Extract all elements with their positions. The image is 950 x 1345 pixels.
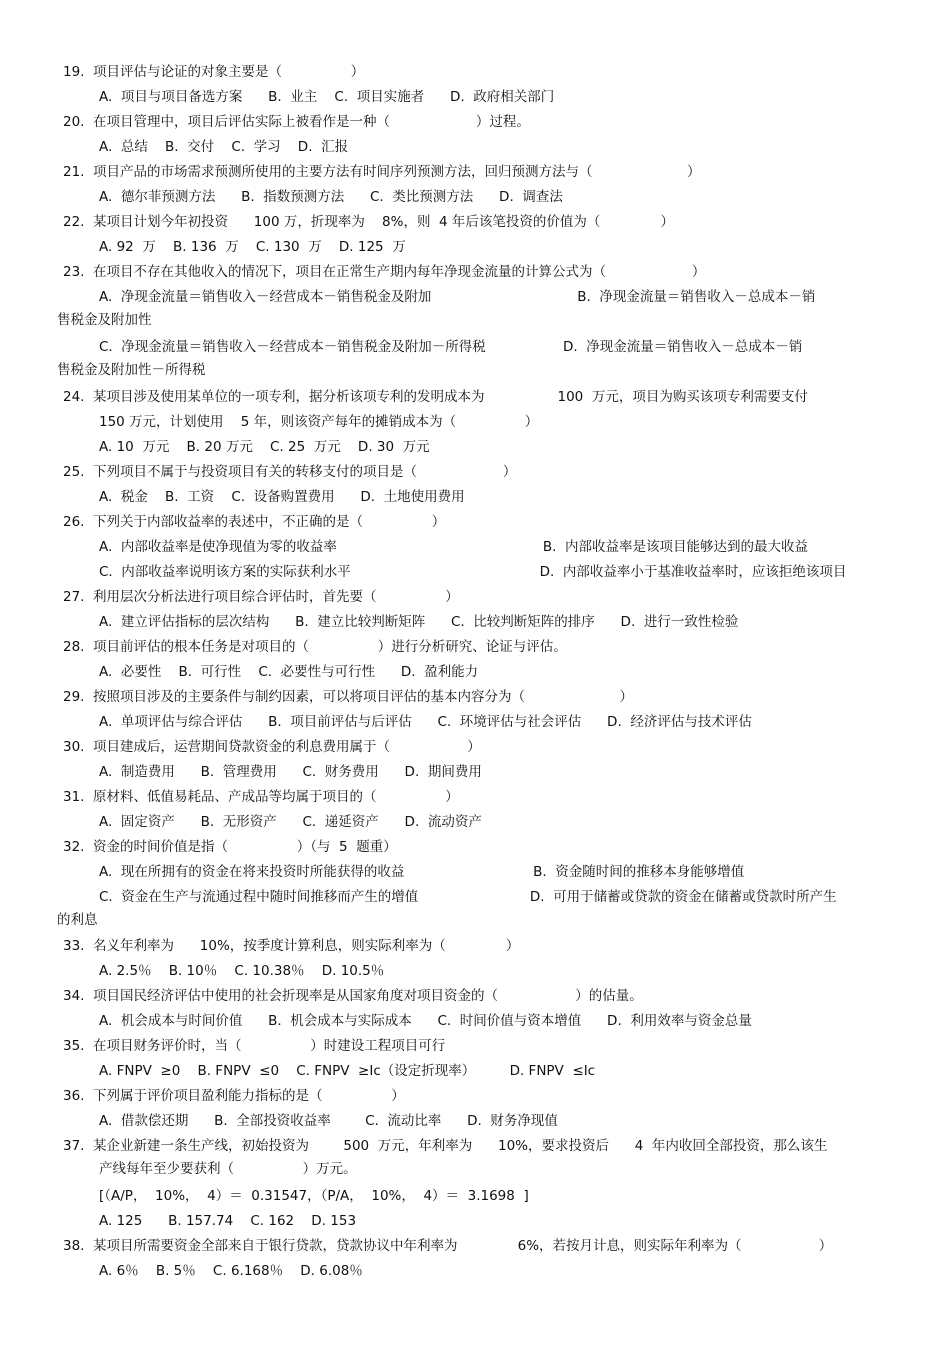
options-27: A. 建立评估指标的层次结构 B. 建立比较判断矩阵 C. 比较判断矩阵的排序 D. 进行一致性检验	[99, 614, 739, 630]
question-27: 27. 利用层次分析法进行项目综合评估时，首先要（ ）	[63, 589, 459, 605]
question-24-cont: 150 万元，计划使用 5 年，则该资产每年的摊销成本为（ ）	[99, 414, 539, 430]
question-20: 20. 在项目管理中，项目后评估实际上被看作是一种（ ）过程。	[63, 114, 530, 130]
question-23: 23. 在项目不存在其他收入的情况下，项目在正常生产期内每年净现金流量的计算公式为（ ）	[63, 264, 706, 280]
options-38: A. 6％ B. 5％ C. 6.168％ D. 6.08％	[99, 1263, 363, 1279]
question-33: 33. 名义年利率为 10%，按季度计算利息，则实际利率为（ ）	[63, 938, 520, 954]
options-26-cd: C. 内部收益率说明该方案的实际获利水平 D. 内部收益率小于基准收益率时，应该拒绝该项目	[99, 564, 847, 580]
question-21: 21. 项目产品的市场需求预测所使用的主要方法有时间序列预测方法，回归预测方法与（ ）	[63, 164, 701, 180]
options-37: A. 125 B. 157.74 C. 162 D. 153	[99, 1213, 357, 1229]
formula-37: [（A/P， 10%， 4）＝ 0.31547，（P/A， 10%， 4）＝ 3.1698 ]	[99, 1188, 529, 1204]
question-28: 28. 项目前评估的根本任务是对项目的（ ）进行分析研究、论证与评估。	[63, 639, 567, 655]
options-30: A. 制造费用 B. 管理费用 C. 财务费用 D. 期间费用	[99, 764, 482, 780]
options-31: A. 固定资产 B. 无形资产 C. 递延资产 D. 流动资产	[99, 814, 482, 830]
options-35: A. FNPV ≥0 B. FNPV ≤0 C. FNPV ≥Ic（设定折现率） D. FNPV ≤Ic	[99, 1063, 596, 1079]
options-32-ab: A. 现在所拥有的资金在将来投资时所能获得的收益 B. 资金随时间的推移本身能够增值	[99, 864, 745, 880]
options-23-cd-cont: 售税金及附加性－所得税	[57, 362, 206, 378]
options-32-cd: C. 资金在生产与流通过程中随时间推移而产生的增值 D. 可用于储蓄或贷款的资金在储蓄或贷款时所产生	[99, 889, 837, 905]
options-33: A. 2.5％ B. 10％ C. 10.38％ D. 10.5％	[99, 963, 385, 979]
question-36: 36. 下列属于评价项目盈利能力指标的是（ ）	[63, 1088, 405, 1104]
options-23-ab-cont: 售税金及附加性	[57, 312, 152, 328]
options-21: A. 德尔菲预测方法 B. 指数预测方法 C. 类比预测方法 D. 调查法	[99, 189, 563, 205]
question-38: 38. 某项目所需要资金全部来自于银行贷款，贷款协议中年利率为 6%，若按月计息，则实际年利率为（ ）	[63, 1238, 833, 1254]
question-30: 30. 项目建成后，运营期间贷款资金的利息费用属于（ ）	[63, 739, 481, 755]
options-28: A. 必要性 B. 可行性 C. 必要性与可行性 D. 盈利能力	[99, 664, 479, 680]
options-23-ab: A. 净现金流量＝销售收入－经营成本－销售税金及附加 B. 净现金流量＝销售收入－总成本－销	[99, 289, 816, 305]
question-22: 22. 某项目计划今年初投资 100 万，折现率为 8%，则 4 年后该笔投资的价值为（ ）	[63, 214, 674, 230]
options-22: A. 92 万 B. 136 万 C. 130 万 D. 125 万	[99, 239, 406, 255]
options-24: A. 10 万元 B. 20 万元 C. 25 万元 D. 30 万元	[99, 439, 430, 455]
options-32-cd-cont: 的利息	[57, 912, 98, 928]
question-37-cont: 产线每年至少要获利（ ）万元。	[99, 1161, 357, 1177]
options-29: A. 单项评估与综合评估 B. 项目前评估与后评估 C. 环境评估与社会评估 D. 经济评估与技术评估	[99, 714, 752, 730]
options-23-cd: C. 净现金流量＝销售收入－经营成本－销售税金及附加－所得税 D. 净现金流量＝销售收入－总成本－销	[99, 339, 803, 355]
question-19: 19. 项目评估与论证的对象主要是（ ）	[63, 64, 365, 80]
options-20: A. 总结 B. 交付 C. 学习 D. 汇报	[99, 139, 349, 155]
question-34: 34. 项目国民经济评估中使用的社会折现率是从国家角度对项目资金的（ ）的估量。	[63, 988, 643, 1004]
options-26-ab: A. 内部收益率是使净现值为零的收益率 B. 内部收益率是该项目能够达到的最大收益	[99, 539, 808, 555]
question-31: 31. 原材料、低值易耗品、产成品等均属于项目的（ ）	[63, 789, 459, 805]
options-34: A. 机会成本与时间价值 B. 机会成本与实际成本 C. 时间价值与资本增值 D. 利用效率与资金总量	[99, 1013, 752, 1029]
options-36: A. 借款偿还期 B. 全部投资收益率 C. 流动比率 D. 财务净现值	[99, 1113, 558, 1129]
question-24: 24. 某项目涉及使用某单位的一项专利，据分析该项专利的发明成本为 100 万元，项目为购买该项专利需要支付	[63, 389, 808, 405]
question-35: 35. 在项目财务评价时，当（ ）时建设工程项目可行	[63, 1038, 446, 1054]
question-29: 29. 按照项目涉及的主要条件与制约因素，可以将项目评估的基本内容分为（ ）	[63, 689, 633, 705]
options-25: A. 税金 B. 工资 C. 设备购置费用 D. 土地使用费用	[99, 489, 465, 505]
question-37: 37. 某企业新建一条生产线，初始投资为 500 万元，年利率为 10%，要求投资后 4 年内收回全部投资，那么该生	[63, 1138, 828, 1154]
question-32: 32. 资金的时间价值是指（ ）（与 5 题重）	[63, 839, 397, 855]
question-26: 26. 下列关于内部收益率的表述中，不正确的是（ ）	[63, 514, 446, 530]
options-19: A. 项目与项目备选方案 B. 业主 C. 项目实施者 D. 政府相关部门	[99, 89, 555, 105]
question-25: 25. 下列项目不属于与投资项目有关的转移支付的项目是（ ）	[63, 464, 517, 480]
